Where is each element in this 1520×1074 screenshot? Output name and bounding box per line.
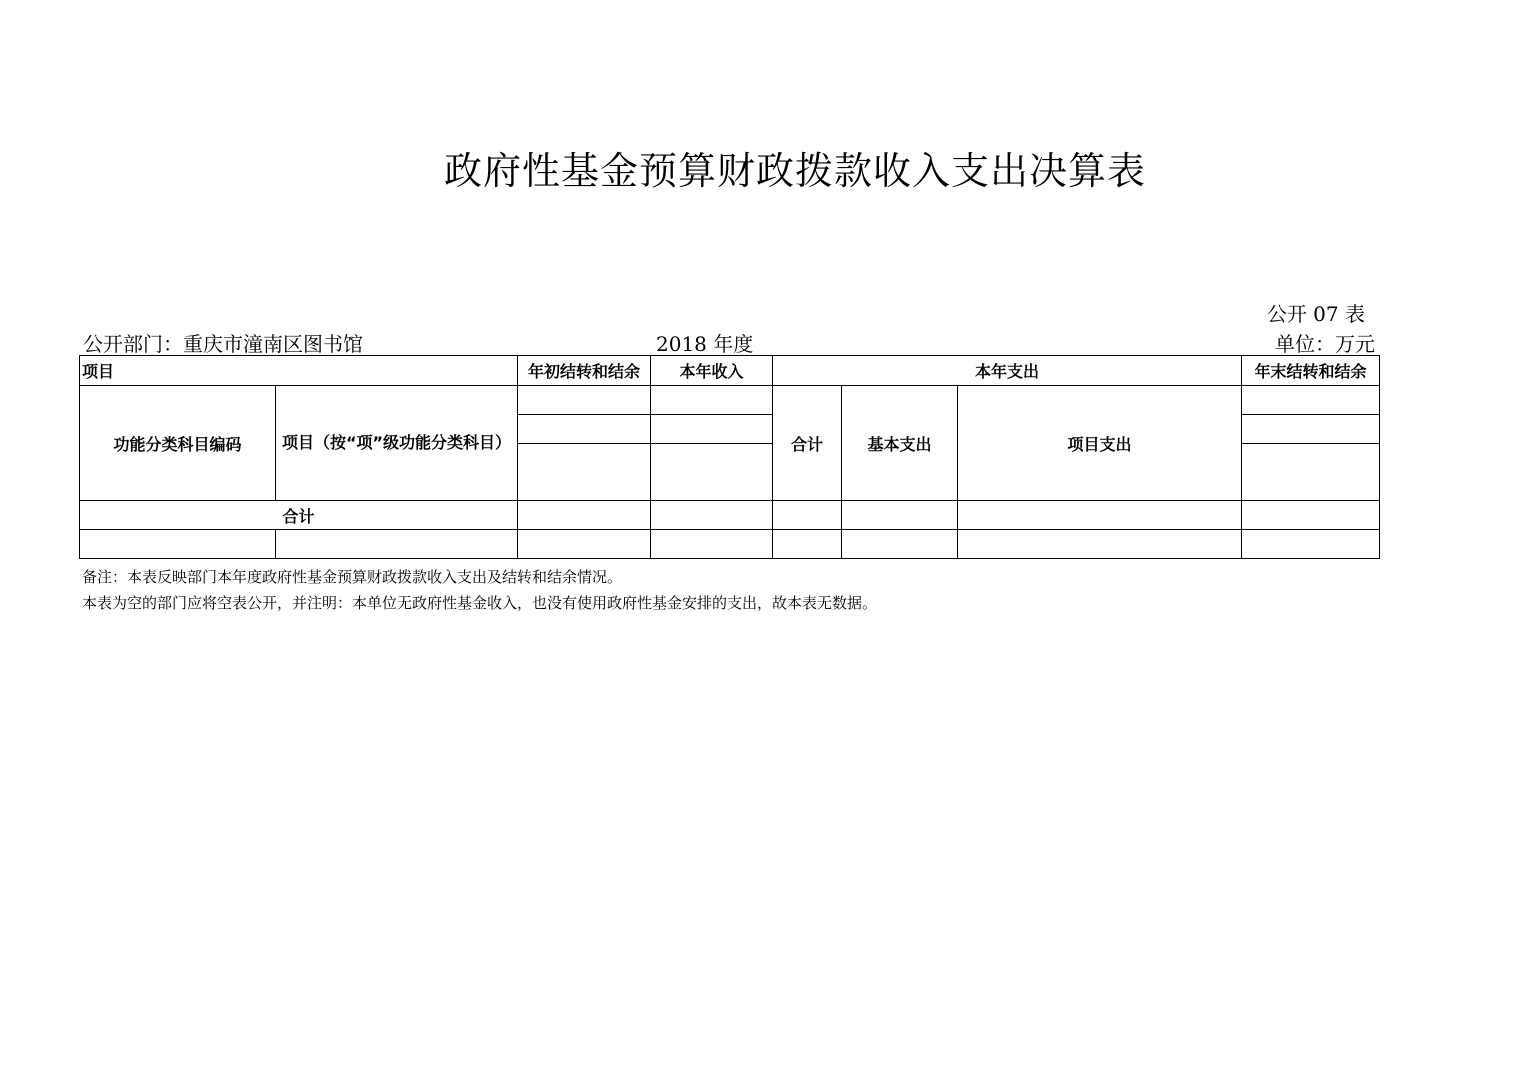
note-line-2: 本表为空的部门应将空表公开，并注明：本单位无政府性基金收入，也没有使用政府性基金安排的支出，故本表无数据。 — [82, 594, 878, 612]
table-cell — [518, 530, 651, 559]
table-cell — [1242, 501, 1380, 530]
table-cell — [842, 530, 958, 559]
header-expenditure: 本年支出 — [773, 356, 1242, 386]
table-cell — [1242, 444, 1380, 501]
subheader-project: 项目支出 — [958, 386, 1242, 501]
fiscal-year: 2018 年度 — [656, 332, 754, 356]
table-cell — [1242, 530, 1380, 559]
table-cell — [773, 530, 842, 559]
table-row — [80, 530, 1380, 559]
subheader-item-name: 项目（按“项”级功能分类科目） — [276, 386, 518, 501]
table-cell — [651, 530, 773, 559]
unit-label: 单位：万元 — [1275, 332, 1375, 356]
table-cell — [651, 386, 773, 415]
subheader-total: 合计 — [773, 386, 842, 501]
subheader-function-code: 功能分类科目编码 — [80, 386, 276, 501]
subheader-basic: 基本支出 — [842, 386, 958, 501]
table-cell — [958, 530, 1242, 559]
table-cell — [276, 530, 518, 559]
header-income: 本年收入 — [651, 356, 773, 386]
total-row-label: 合计 — [80, 501, 518, 530]
department-label: 公开部门：重庆市潼南区图书馆 — [83, 332, 363, 356]
table-cell — [518, 501, 651, 530]
table-cell — [518, 444, 651, 501]
note-line-1: 备注：本表反映部门本年度政府性基金预算财政拨款收入支出及结转和结余情况。 — [82, 568, 623, 586]
table-header-row — [80, 356, 1380, 386]
table-cell — [518, 415, 651, 444]
table-cell — [1242, 415, 1380, 444]
header-closing-balance: 年末结转和结余 — [1242, 356, 1380, 386]
page-title: 政府性基金预算财政拨款收入支出决算表 — [443, 149, 1146, 193]
table-cell — [651, 415, 773, 444]
table-cell — [651, 501, 773, 530]
table-cell — [651, 444, 773, 501]
table-row — [80, 386, 1380, 415]
budget-table — [79, 355, 1380, 559]
table-cell — [773, 501, 842, 530]
table-cell — [958, 501, 1242, 530]
table-cell — [80, 530, 276, 559]
table-cell — [1242, 386, 1380, 415]
form-number: 公开 07 表 — [1266, 302, 1365, 326]
total-row — [80, 501, 1380, 530]
table-cell — [518, 386, 651, 415]
header-item: 项目 — [80, 356, 518, 386]
header-opening-balance: 年初结转和结余 — [518, 356, 651, 386]
table-cell — [842, 501, 958, 530]
